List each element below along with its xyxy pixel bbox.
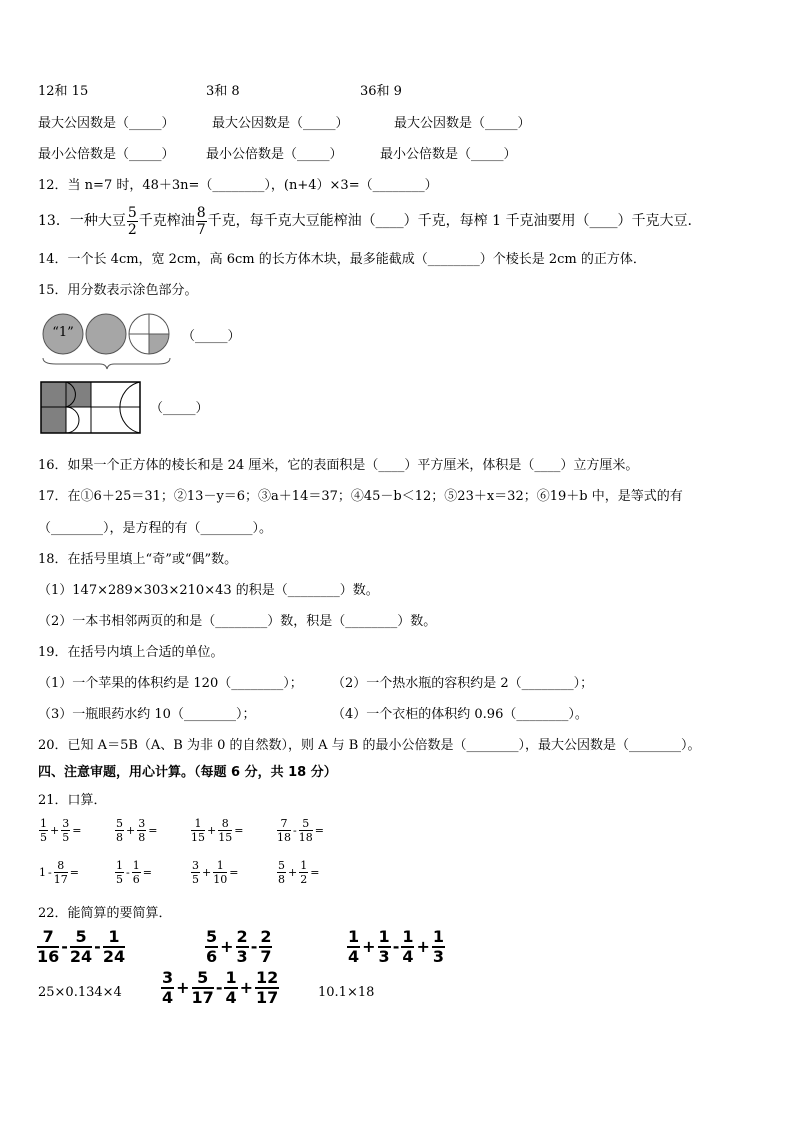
question-21-title: 21．口算． — [38, 793, 107, 808]
section-4-heading: 四、注意审题，用心计算。（每题 6 分，共 18 分） — [38, 765, 337, 780]
operator: + — [220, 937, 234, 956]
equals-sign: = — [69, 866, 79, 879]
gcf-blank-3[interactable]: 最大公因数是（_____） — [394, 116, 531, 131]
question-18-title: 18．在括号里填上“奇”或“偶”数。 — [38, 552, 238, 567]
question-19-part3[interactable]: （3）一瓶眼药水约 10（________）； — [38, 707, 256, 722]
fraction: $\frac{3}{8}$ — [138, 817, 146, 844]
operator: - — [215, 978, 223, 997]
operator: + — [239, 978, 253, 997]
operator: - — [48, 866, 52, 879]
fraction: $\frac{1}{15}$ — [191, 817, 205, 844]
fraction: $\frac{5}{8}$ — [278, 859, 285, 886]
equals-sign: = — [234, 824, 244, 837]
oral-calc-item[interactable] — [114, 860, 153, 885]
fraction: $\frac{5}{24}$ — [69, 927, 93, 966]
question-22-title: 22．能简算的要简算． — [38, 906, 172, 921]
rectangle-figure — [40, 381, 142, 435]
q15-answer-1[interactable]: （_____） — [182, 329, 241, 344]
fraction: $\frac{5}{17}$ — [191, 968, 214, 1007]
operator: + — [50, 824, 60, 837]
q13-text-2: 千克榨油 — [138, 213, 195, 229]
operator: - — [293, 824, 297, 837]
fraction: $\frac{5}{8}$ — [116, 817, 123, 844]
circle-2 — [86, 314, 126, 354]
question-19-part4[interactable]: （4）一个衣柜的体积约 0.96（________）。 — [332, 707, 588, 722]
operator: + — [126, 824, 136, 837]
question-19-title: 19．在括号内填上合适的单位。 — [38, 645, 224, 660]
oral-calc-item[interactable] — [38, 860, 80, 885]
fraction: $\frac{1}{3}$ — [432, 927, 445, 966]
q13-fraction-8-7: $\frac{8}{7}$ — [196, 204, 206, 238]
fraction: $\frac{1}{4}$ — [402, 927, 414, 966]
oral-calc-item[interactable] — [114, 818, 158, 843]
operator: - — [250, 937, 258, 956]
expression-5[interactable] — [160, 970, 280, 1006]
oral-calc-item[interactable] — [38, 818, 82, 843]
question-18-part1[interactable]: （1）147×289×303×210×43 的积是（________）数。 — [38, 583, 379, 598]
fraction: $\frac{3}{5}$ — [62, 817, 70, 844]
fraction: $\frac{8}{17}$ — [53, 859, 68, 886]
fraction: $\frac{7}{18}$ — [277, 817, 291, 844]
fraction: $\frac{1}{5}$ — [116, 859, 123, 886]
fraction: $\frac{5}{18}$ — [298, 817, 313, 844]
equals-sign: = — [72, 824, 82, 837]
fraction: $\frac{2}{3}$ — [236, 927, 248, 966]
question-20[interactable]: 20．已知 A＝5B（A、B 为非 0 的自然数），则 A 与 B 的最小公倍数是（________），最大公因数是（________）。 — [38, 738, 701, 753]
q13-text-1: 13．一种大豆 — [38, 213, 126, 229]
equals-sign: = — [314, 824, 324, 837]
fraction: $\frac{1}{4}$ — [348, 927, 360, 966]
oral-calc-item[interactable] — [190, 818, 244, 843]
pair-12-15: 12和 15 — [38, 84, 89, 99]
question-19-part2[interactable]: （2）一个热水瓶的容积约是 2（________）； — [332, 676, 594, 691]
fraction: $\frac{1}{6}$ — [132, 859, 140, 886]
question-19-part1[interactable]: （1）一个苹果的体积约是 120（________）； — [38, 676, 303, 691]
operator: - — [61, 937, 68, 956]
circle-label: “1” — [52, 325, 74, 340]
equals-sign: = — [148, 824, 158, 837]
expression-6[interactable]: 10.1×18 — [318, 985, 375, 1000]
operator: + — [288, 866, 298, 879]
q13-fraction-5-2: $\frac{5}{2}$ — [127, 204, 137, 238]
q13-text-3: 千克，每千克大豆能榨油（____）千克，每榨 1 千克油要用（____）千克大豆. — [207, 213, 692, 229]
question-16[interactable]: 16．如果一个正方体的棱长和是 24 厘米，它的表面积是（____）平方厘米，体积是（____）立方厘米。 — [38, 458, 639, 473]
expression-4[interactable]: 25×0.134×4 — [38, 985, 122, 1000]
fraction: $\frac{2}{7}$ — [260, 927, 272, 966]
fraction: $\frac{7}{16}$ — [37, 927, 60, 966]
operator: + — [362, 937, 376, 956]
operator: - — [392, 937, 400, 956]
fraction: $\frac{3}{5}$ — [192, 859, 199, 886]
operator: - — [94, 937, 101, 956]
fraction: $\frac{1}{24}$ — [102, 927, 126, 966]
oral-calc-item[interactable] — [276, 860, 320, 885]
fraction: $\frac{1}{3}$ — [378, 927, 390, 966]
q15-answer-2[interactable]: （_____） — [150, 401, 209, 416]
question-18-part2[interactable]: （2）一本书相邻两页的和是（________）数，积是（________）数。 — [38, 614, 437, 629]
fraction: $\frac{5}{6}$ — [206, 927, 218, 966]
oral-calc-item[interactable] — [190, 860, 239, 885]
fraction: $\frac{1}{5}$ — [40, 817, 47, 844]
lcm-blank-3[interactable]: 最小公倍数是（_____） — [380, 147, 517, 162]
question-17-line1: 17．在①6＋25＝31；②13－y＝6；③a＋14＝37；④45－b＜12；⑤23＋x＝32；⑥19＋b 中，是等式的有 — [38, 489, 683, 504]
fraction: $\frac{3}{4}$ — [162, 968, 174, 1007]
equals-sign: = — [142, 866, 152, 879]
question-17-line2[interactable]: （________），是方程的有（________）。 — [38, 521, 273, 536]
circles-figure — [36, 310, 176, 370]
expression-1[interactable] — [36, 929, 126, 965]
equals-sign: = — [229, 866, 239, 879]
question-15-title: 15．用分数表示涂色部分。 — [38, 283, 198, 298]
gcf-blank-1[interactable]: 最大公因数是（_____） — [38, 116, 175, 131]
operator: + — [207, 824, 217, 837]
lcm-blank-1[interactable]: 最小公倍数是（_____） — [38, 147, 175, 162]
expression-2[interactable] — [204, 929, 273, 965]
lcm-blank-2[interactable]: 最小公倍数是（_____） — [206, 147, 343, 162]
pair-3-8: 3和 8 — [206, 84, 240, 99]
question-14[interactable]: 14．一个长 4cm，宽 2cm，高 6cm 的长方体木块，最多能截成（________）个棱长是 2cm 的正方体． — [38, 252, 646, 267]
equals-sign: = — [310, 866, 320, 879]
fraction: $\frac{1}{10}$ — [213, 859, 228, 886]
oral-calc-item[interactable] — [276, 818, 325, 843]
pair-36-9: 36和 9 — [360, 84, 402, 99]
fraction: $\frac{8}{15}$ — [218, 817, 233, 844]
expression-3[interactable] — [346, 929, 446, 965]
fraction: $\frac{1}{2}$ — [300, 859, 308, 886]
question-13[interactable] — [38, 205, 692, 237]
fraction: $\frac{1}{4}$ — [225, 968, 237, 1007]
operator: + — [176, 978, 190, 997]
gcf-blank-2[interactable]: 最大公因数是（_____） — [212, 116, 349, 131]
operator: + — [416, 937, 430, 956]
fraction: $\frac{12}{17}$ — [256, 968, 279, 1007]
brace — [43, 358, 170, 369]
whole-number: 1 — [39, 866, 46, 879]
question-12[interactable]: 12．当 n=7 时，48＋3n=（________），(n+4）×3=（________） — [38, 178, 438, 193]
operator: - — [126, 866, 130, 879]
operator: + — [202, 866, 212, 879]
